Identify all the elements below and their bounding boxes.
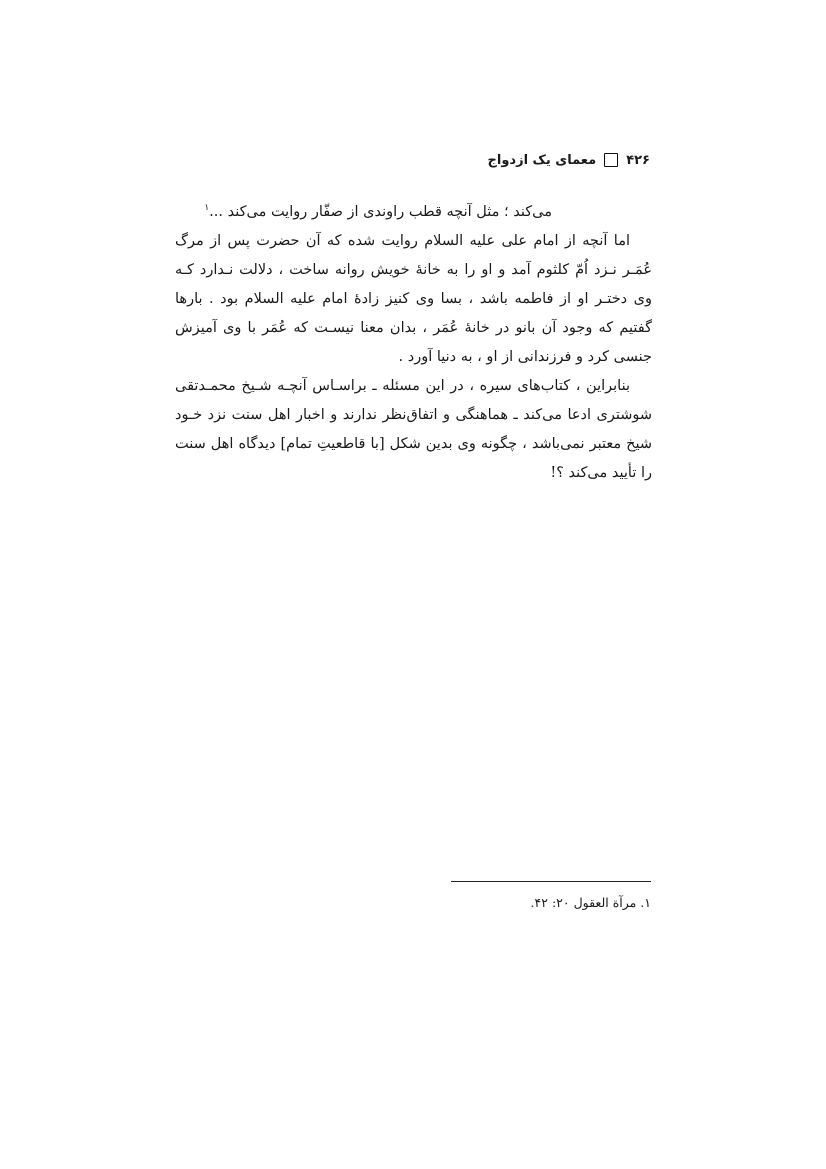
footnote-reference: ۱ xyxy=(204,203,210,214)
paragraph: اما آنچه از امام علی علیه السلام روایت شده که آن حضرت پس از مرگ عُمَـر نـزد اُمّ کلثوم آمد و او را به خانهٔ خویش روانه ساخت ، دلالت نـدارد کـه وی دختـر او از فاطمه باشد ، بسا وی کنیز زادهٔ امام علیه السلام بود . بارها گفتیم که وجود آن بانو در خانهٔ عُمَر ، بدان معنا نیسـت که عُمَر با وی آمیزش جنسی کرد و فرزندانی از او ، به دنیا آورد . xyxy=(175,233,652,365)
footnote: ۱. مرآة العقول ۲۰: ۴۲. xyxy=(530,895,651,910)
paragraph-continuation-text: می‌کند ؛ مثل آنچه قطب راوندی از صفّار روایت می‌کند ... xyxy=(209,204,552,220)
footnote-separator xyxy=(451,881,651,882)
running-title: معمای یک ازدواج xyxy=(487,152,597,168)
page-number: ۴۲۶ xyxy=(626,152,650,168)
body-text xyxy=(175,198,652,488)
running-header xyxy=(400,148,650,172)
paragraph: بنابراین ، کتاب‌های سیره ، در این مسئله ـ براسـاس آنچـه شـیخ محمـدتقی شوشتری ادعا می‌کند ـ هماهنگی و اتفاق‌نظر ندارند و اخبار اهل سنت نزد خـود شیخ معتبر نمی‌باشد ، چگونه وی بدین شکل [با قاطعیتِ تمام] دیدگاه اهل سنت را تأیید می‌کند ؟! xyxy=(175,378,652,481)
square-box-icon xyxy=(604,153,618,167)
paragraph-continuation xyxy=(175,198,652,227)
